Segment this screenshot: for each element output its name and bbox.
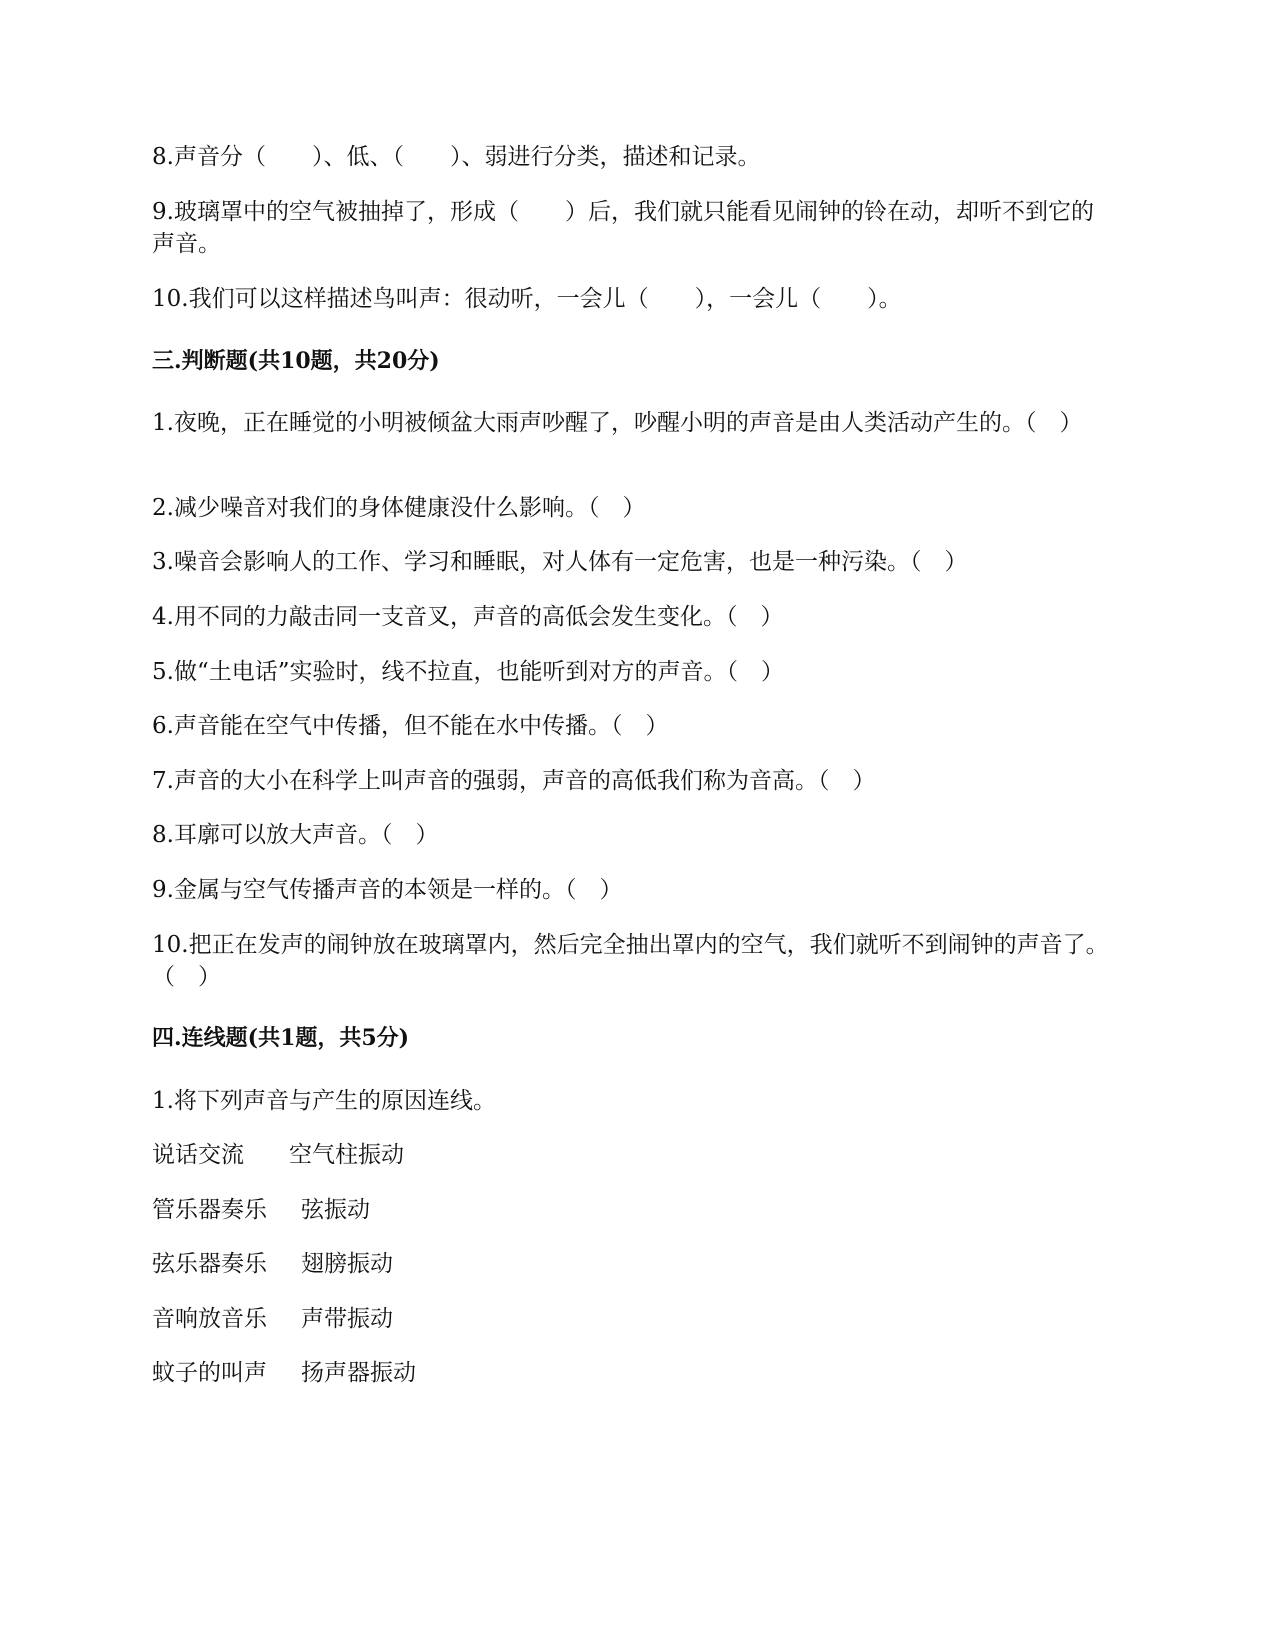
judgment-item-7: 7.声音的大小在科学上叫声音的强弱，声音的高低我们称为音高。（ ）: [152, 768, 876, 794]
matching-right-2: 弦振动: [301, 1197, 370, 1223]
fill-in-blank-q10: 10.我们可以这样描述鸟叫声：很动听，一会儿（ ），一会儿（ ）。: [152, 286, 902, 312]
fill-in-blank-q8: 8.声音分（ ）、低、（ ）、弱进行分类，描述和记录。: [152, 144, 761, 170]
judgment-section-heading: 三.判断题(共10题，共20分): [152, 348, 440, 374]
matching-left-3: 弦乐器奏乐: [152, 1251, 267, 1277]
matching-left-5: 蚊子的叫声: [152, 1360, 267, 1386]
matching-left-4: 音响放音乐: [152, 1306, 267, 1332]
matching-right-3: 翅膀振动: [301, 1251, 393, 1277]
judgment-item-6: 6.声音能在空气中传播，但不能在水中传播。（ ）: [152, 713, 669, 739]
judgment-item-3: 3.噪音会影响人的工作、学习和睡眠，对人体有一定危害，也是一种污染。（ ）: [152, 549, 968, 575]
matching-right-1: 空气柱振动: [289, 1142, 404, 1168]
judgment-item-8: 8.耳廓可以放大声音。（ ）: [152, 822, 439, 848]
judgment-item-10: 10.把正在发声的闹钟放在玻璃罩内，然后完全抽出罩内的空气，我们就听不到闹钟的声音了。（ ）: [152, 932, 1109, 990]
fill-in-blank-q9: 9.玻璃罩中的空气被抽掉了，形成（ ）后，我们就只能看见闹钟的铃在动，却听不到它的声音。: [152, 199, 1094, 257]
judgment-item-4: 4.用不同的力敲击同一支音叉，声音的高低会发生变化。（ ）: [152, 604, 784, 630]
judgment-item-5: 5.做“土电话”实验时，线不拉直，也能听到对方的声音。（ ）: [152, 659, 784, 685]
matching-right-4: 声带振动: [301, 1306, 393, 1332]
matching-left-2: 管乐器奏乐: [152, 1197, 267, 1223]
judgment-item-9: 9.金属与空气传播声音的本领是一样的。（ ）: [152, 877, 623, 903]
matching-question: 1.将下列声音与产生的原因连线。: [152, 1088, 496, 1114]
matching-section-heading: 四.连线题(共1题，共5分): [152, 1025, 410, 1051]
judgment-item-1: 1.夜晚，正在睡觉的小明被倾盆大雨声吵醒了，吵醒小明的声音是由人类活动产生的。（ ）: [152, 410, 1083, 436]
judgment-item-2: 2.减少噪音对我们的身体健康没什么影响。（ ）: [152, 495, 646, 521]
matching-right-5: 扬声器振动: [301, 1360, 416, 1386]
matching-left-1: 说话交流: [152, 1142, 244, 1168]
